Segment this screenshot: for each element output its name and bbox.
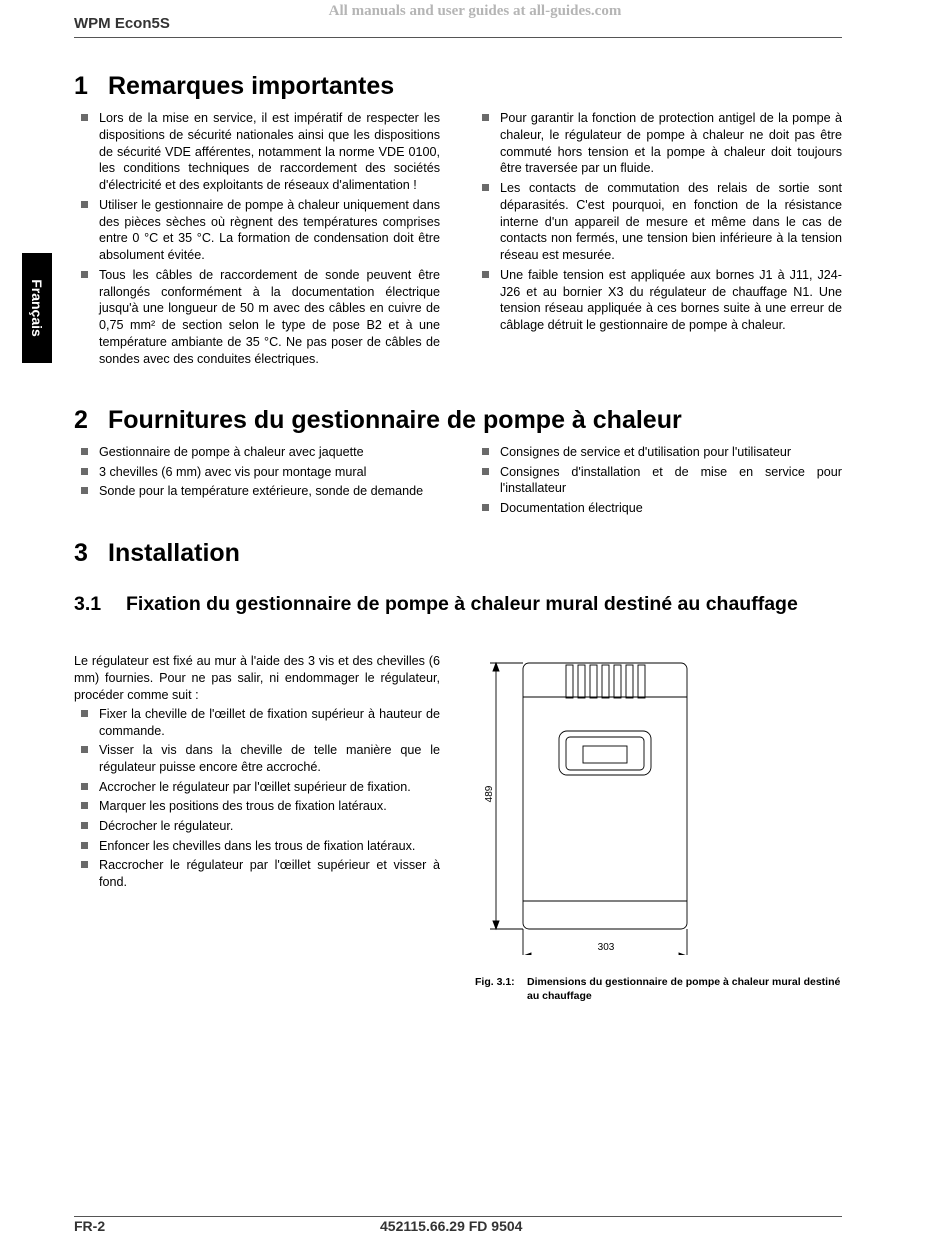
section-2-heading	[74, 406, 682, 435]
list-item: Consignes de service et d'utilisation pour l'utilisateur	[475, 444, 842, 461]
list-item: 3 chevilles (6 mm) avec vis pour montage mural	[74, 464, 440, 481]
section-number: 3	[74, 539, 88, 567]
list-item: Documentation électrique	[475, 500, 842, 517]
subsection-title: Fixation du gestionnaire de pompe à chaleur mural destiné au chauffage	[126, 593, 798, 615]
header-divider	[74, 37, 842, 38]
housing-outline	[523, 663, 687, 929]
watermark: All manuals and user guides at all-guides.com	[328, 3, 622, 19]
section-title: Remarques importantes	[108, 72, 395, 100]
subsection-number: 3.1	[74, 593, 102, 615]
language-tab-label: Français	[29, 279, 45, 337]
installation-intro: Le régulateur est fixé au mur à l'aide des 3 vis et des chevilles (6 mm) fournies. Pour ne pas salir, ni endommager le régulateur, procéder comme suit :	[74, 654, 440, 702]
list-item: Visser la vis dans la cheville de telle manière que le régulateur puisse encore être accroché.	[74, 742, 440, 776]
subsection-3-1-heading	[74, 591, 826, 618]
section-3-heading	[74, 539, 240, 568]
list-item: Marquer les positions des trous de fixation latéraux.	[74, 798, 440, 815]
figure-caption-text: Dimensions du gestionnaire de pompe à chaleur mural destiné au chauffage	[527, 976, 841, 1002]
list-item: Décrocher le régulateur.	[74, 818, 440, 835]
section-1-heading	[74, 72, 394, 101]
controller-dimension-drawing	[470, 655, 850, 955]
section-title: Installation	[108, 539, 240, 567]
s1-left-list	[74, 110, 440, 370]
page-number: FR-2	[74, 1218, 106, 1234]
list-item: Pour garantir la fonction de protection antigel de la pompe à chaleur, le régulateur de pompe à chaleur ne doit pas être commuté hors tension et la pompe à chaleur doit toujours être traversée par un fluide.	[475, 110, 842, 177]
width-dimension-label: 303	[597, 942, 615, 953]
section-number: 1	[74, 72, 88, 100]
list-item: Lors de la mise en service, il est impératif de respecter les dispositions de sécurité nationales ainsi que les dispositions de sécurité VDE afférentes, notamment la norme VDE 0100, les conditions techniques de raccordement des sociétés d'électricité et des exploitants de réseaux d'alimentation !	[74, 110, 440, 194]
s2-right-list	[475, 444, 842, 520]
list-item: Consignes d'installation et de mise en service pour l'installateur	[475, 464, 842, 498]
list-item: Les contacts de commutation des relais de sortie sont déparasités. C'est pourquoi, en fonction de la résistance interne d'un appareil de mesure et même dans le cas de contacts non fermés, une tension bien inférieure à la tension réseau est mesurée.	[475, 180, 842, 264]
list-item: Enfoncer les chevilles dans les trous de fixation latéraux.	[74, 838, 440, 855]
s2-left-list	[74, 444, 440, 503]
list-item: Raccrocher le régulateur par l'œillet supérieur et visser à fond.	[74, 857, 440, 891]
figure-caption-label: Fig. 3.1:	[475, 976, 515, 988]
list-item: Gestionnaire de pompe à chaleur avec jaquette	[74, 444, 440, 461]
list-item: Sonde pour la température extérieure, sonde de demande	[74, 483, 440, 500]
ventilation-slots	[566, 665, 645, 698]
height-dimension-label: 489	[484, 785, 495, 803]
list-item: Utiliser le gestionnaire de pompe à chaleur uniquement dans des pièces sèches où règnent des températures comprises entre 0 °C et 35 °C. La formation de condensation doit être absolument évitée.	[74, 197, 440, 264]
display-panel	[559, 731, 651, 775]
s1-right-list	[475, 110, 842, 337]
list-item: Une faible tension est appliquée aux bornes J1 à J11, J24-J26 et au bornier X3 du régulateur de chauffage N1. Une tension réseau appliquée à ces bornes suite à une erreur de câblage détruit le gestionnaire de pompe à chaleur.	[475, 267, 842, 334]
section-number: 2	[74, 406, 88, 434]
footer-divider	[74, 1216, 842, 1217]
list-item: Accrocher le régulateur par l'œillet supérieur de fixation.	[74, 779, 440, 796]
list-item: Fixer la cheville de l'œillet de fixation supérieur à hauteur de commande.	[74, 706, 440, 740]
figure-caption	[475, 975, 845, 1003]
section-title: Fournitures du gestionnaire de pompe à chaleur	[108, 406, 682, 434]
document-number: 452115.66.29 FD 9504	[380, 1218, 523, 1234]
installation-steps	[74, 706, 440, 894]
list-item: Tous les câbles de raccordement de sonde peuvent être rallongés conformément à la documentation électrique jusqu'à une longueur de 50 m avec des câbles en cuivre de 0,75 mm² de section selon le type de pose B2 et à une température ambiante de 35 °C. Ne pas poser de câbles de sondes avec des conduites électriques.	[74, 267, 440, 368]
document-title: WPM Econ5S	[74, 15, 170, 32]
language-tab	[22, 253, 52, 363]
